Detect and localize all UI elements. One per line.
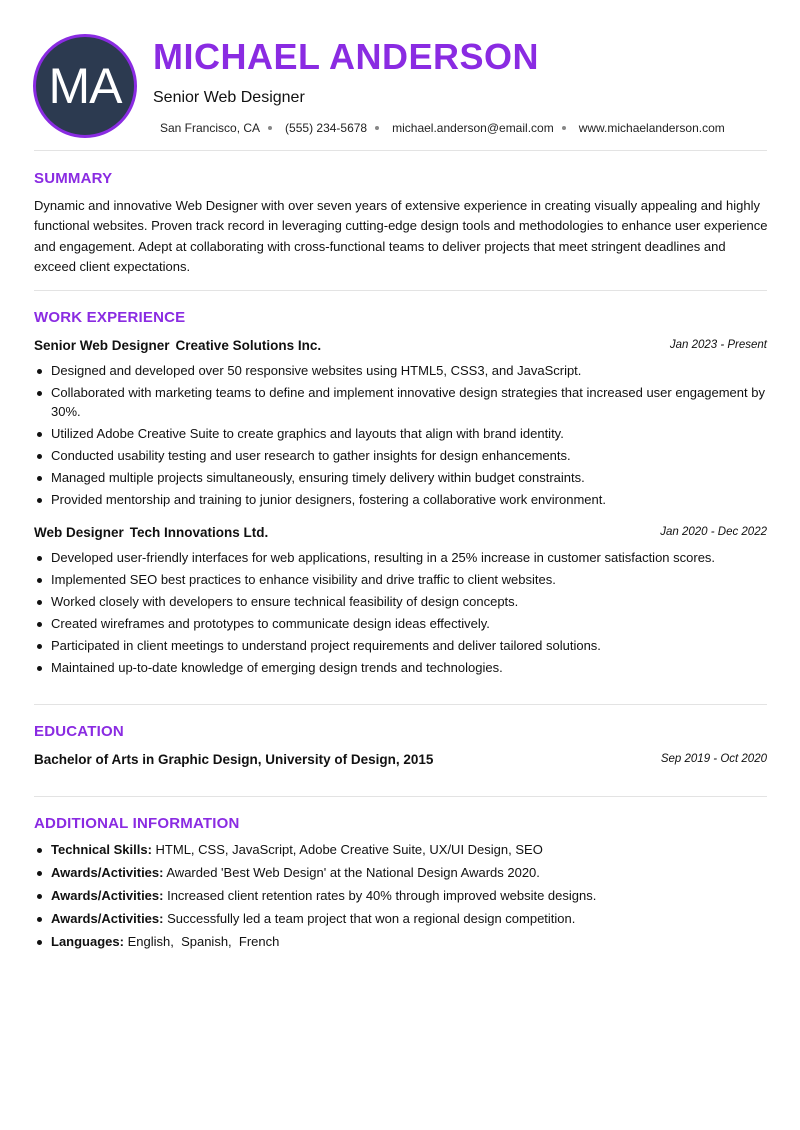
list-item: Utilized Adobe Creative Suite to create graphics and layouts that align with brand identity. xyxy=(34,425,769,444)
list-item: Created wireframes and prototypes to communicate design ideas effectively. xyxy=(34,615,769,634)
list-item xyxy=(34,933,769,952)
info-label: Languages: xyxy=(51,934,124,949)
list-item: Worked closely with developers to ensure technical feasibility of design concepts. xyxy=(34,593,769,612)
info-label: Awards/Activities: xyxy=(51,888,164,903)
list-item: Developed user-friendly interfaces for web applications, resulting in a 25% increase in customer satisfaction scores. xyxy=(34,549,769,568)
contact-website[interactable]: www.michaelanderson.com xyxy=(578,121,725,135)
list-item xyxy=(34,887,769,906)
contact-location: San Francisco, CA xyxy=(160,121,261,135)
contact-phone: (555) 234-5678 xyxy=(285,121,368,135)
list-item xyxy=(34,864,769,883)
contact-email[interactable]: michael.anderson@email.com xyxy=(392,121,554,135)
divider xyxy=(34,796,767,797)
education-entry xyxy=(34,752,767,767)
info-value: HTML, CSS, JavaScript, Adobe Creative Suite, UX/UI Design, SEO xyxy=(155,842,543,857)
info-value: Increased client retention rates by 40% through improved website designs. xyxy=(167,888,597,903)
list-item: Managed multiple projects simultaneously, ensuring timely delivery within budget constraints. xyxy=(34,469,769,488)
divider xyxy=(34,290,767,291)
job-header xyxy=(34,525,767,543)
job-role: Senior Web Designer xyxy=(34,338,170,353)
education-heading: EDUCATION xyxy=(34,723,124,740)
additional-info-list xyxy=(34,841,769,956)
divider xyxy=(34,150,767,151)
info-label: Awards/Activities: xyxy=(51,865,164,880)
info-value: English, Spanish, French xyxy=(127,934,280,949)
separator-dot xyxy=(268,126,272,130)
list-item xyxy=(34,910,769,929)
separator-dot xyxy=(562,126,566,130)
divider xyxy=(34,704,767,705)
list-item: Conducted usability testing and user research to gather insights for design enhancements. xyxy=(34,447,769,466)
education-dates: Sep 2019 - Oct 2020 xyxy=(660,753,767,765)
job-dates: Jan 2020 - Dec 2022 xyxy=(660,526,767,538)
list-item: Participated in client meetings to understand project requirements and deliver tailored solutions. xyxy=(34,637,769,656)
list-item: Maintained up-to-date knowledge of emerging design trends and technologies. xyxy=(34,659,769,678)
info-label: Technical Skills: xyxy=(51,842,152,857)
avatar xyxy=(33,34,137,138)
job-bullets xyxy=(34,549,769,682)
list-item: Provided mentorship and training to junior designers, fostering a collaborative work environment. xyxy=(34,491,769,510)
list-item xyxy=(34,841,769,860)
work-experience-heading: WORK EXPERIENCE xyxy=(34,309,186,326)
summary-heading: SUMMARY xyxy=(34,170,113,187)
summary-text: Dynamic and innovative Web Designer with over seven years of extensive experience in creating visually appealing and highly functional websites. Proven track record in leveraging cutting-edge design tools and methodologies to enhance user experience and engagement. Adept at collaborating with cross-functional teams to deliver projects that meet stringent deadlines and exceed client expectations. xyxy=(34,198,768,274)
job-dates: Jan 2023 - Present xyxy=(669,339,767,351)
list-item: Implemented SEO best practices to enhance visibility and drive traffic to client websites. xyxy=(34,571,769,590)
avatar-initials: MA xyxy=(48,58,122,114)
info-label: Awards/Activities: xyxy=(51,911,164,926)
separator-dot xyxy=(375,126,379,130)
job-bullets xyxy=(34,362,769,513)
job-company: Creative Solutions Inc. xyxy=(175,338,322,353)
job-company: Tech Innovations Ltd. xyxy=(129,525,269,540)
job-role: Web Designer xyxy=(34,525,124,540)
info-value: Awarded 'Best Web Design' at the National Design Awards 2020. xyxy=(166,865,540,880)
candidate-name: MICHAEL ANDERSON xyxy=(153,36,540,77)
list-item: Collaborated with marketing teams to define and implement innovative design strategies that increased user engagement by 30%. xyxy=(34,384,769,421)
info-value: Successfully led a team project that won a regional design competition. xyxy=(167,911,576,926)
education-degree: Bachelor of Arts in Graphic Design, University of Design, 2015 xyxy=(34,752,434,767)
job-header xyxy=(34,338,767,356)
candidate-title: Senior Web Designer xyxy=(153,89,305,106)
contact-line xyxy=(160,121,725,135)
additional-info-heading: ADDITIONAL INFORMATION xyxy=(34,815,240,832)
list-item: Designed and developed over 50 responsive websites using HTML5, CSS3, and JavaScript. xyxy=(34,362,769,381)
